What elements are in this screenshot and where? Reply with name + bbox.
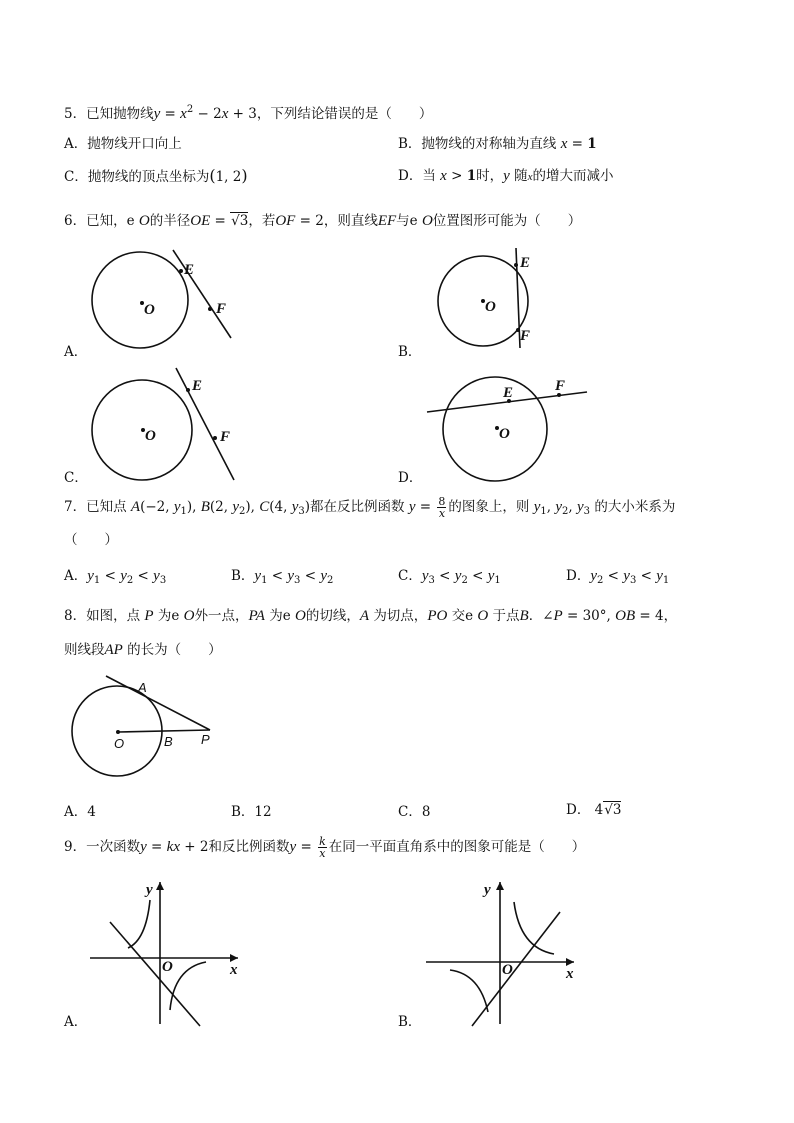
q6-figure-c	[88, 368, 248, 480]
label-o: O	[502, 962, 513, 978]
tangent-pa	[106, 676, 210, 730]
q7-option-d: D．$y_2 < y_3 < y_1$	[566, 568, 670, 586]
circle-o	[92, 252, 188, 348]
q7-paren: （ ）	[64, 532, 118, 548]
hyperbola-branch-2	[450, 970, 488, 1012]
label-o: O	[485, 299, 496, 315]
q8-stem-1: 8．如图，点 P 为e O外一点，PA 为e O的切线，A 为切点，PO 交e O 于点B．∠P = 30°, OB = 4，	[64, 608, 678, 624]
label-o: O	[499, 426, 510, 442]
label-e: E	[503, 385, 514, 401]
q9-figure-b	[424, 878, 584, 1028]
q8-figure	[70, 672, 230, 784]
q6-label-c: C．	[64, 470, 88, 486]
q6-figure-b	[428, 248, 548, 348]
label-e: E	[520, 255, 531, 271]
q8-option-d: D． 4√3	[566, 802, 622, 818]
q5-option-b: B．抛物线的对称轴为直线 x = 1	[398, 136, 597, 152]
q5-stem-b: ，下列结论错误的是（ ）	[256, 106, 433, 122]
label-o: O	[145, 428, 156, 444]
label-p: P	[201, 732, 210, 747]
label-f: F	[216, 301, 227, 317]
line-kx	[472, 912, 560, 1026]
hyperbola-branch-1	[128, 900, 150, 948]
q6-label-d: D．	[398, 470, 423, 486]
label-y: y	[146, 882, 153, 898]
q8-option-b: B．12	[231, 804, 272, 820]
label-b: B	[164, 734, 173, 749]
q5-stem-a: 5．已知抛物线	[64, 106, 154, 122]
segment-po	[118, 730, 210, 732]
hyperbola-branch-2	[170, 962, 206, 1010]
q7-option-a: A．$y_1 < y_2 < y_3$	[64, 568, 167, 586]
q5-option-d: D．当 x > 1时，y 随x的增大而减小	[398, 168, 614, 184]
label-f: F	[555, 378, 566, 394]
label-x: x	[230, 962, 238, 978]
label-e: E	[184, 262, 195, 278]
label-y: y	[484, 882, 491, 898]
label-e: E	[192, 378, 203, 394]
q7-option-c: C．$y_3 < y_2 < y_1$	[398, 568, 501, 586]
q9-figure-a	[88, 878, 248, 1028]
label-o: O	[144, 302, 155, 318]
q8-stem-2: 则线段AP 的长为（ ）	[64, 642, 222, 658]
circle-o	[443, 377, 547, 481]
q7-option-b: B．$y_1 < y_3 < y_2$	[231, 568, 334, 586]
label-f: F	[220, 429, 231, 445]
q6-stem: 6．已知，e O的半径OE = √3，若OF = 2，则直线EF与e O位置图形可能为（ ）	[64, 213, 582, 229]
q5-option-a: A．抛物线开口向上	[64, 136, 182, 152]
q9-label-a: A．	[64, 1014, 88, 1030]
label-a: A	[138, 680, 147, 695]
q9-stem: 9．一次函数y = kx + 2和反比例函数y = $\frac{k}{x}$ 在同一平面直角系中的图象可能是（ ）	[64, 835, 586, 860]
q6-label-b: B．	[398, 344, 422, 360]
q6-label-a: A．	[64, 344, 88, 360]
q5-stem: 5．已知抛物线$y = x^2 - 2x + 3$，下列结论错误的是（ ）	[64, 104, 433, 122]
line-kx	[110, 922, 200, 1026]
label-o: O	[162, 959, 173, 975]
q9-label-b: B．	[398, 1014, 422, 1030]
q8-option-c: C．8	[398, 804, 431, 820]
q7-stem: 7．已知点 A(−2, $y_1$), B(2, $y_2$), C(4, $y_3$)都在反比例函数 y = $\frac{8}{x}$ 的图象上，则 $y_1$, $y_2$, $y_3$ 的大小米系为	[64, 495, 676, 520]
label-o: O	[114, 736, 125, 751]
q6-figure-d	[425, 372, 590, 482]
label-f: F	[520, 328, 531, 344]
line-ef	[176, 368, 234, 480]
label-x: x	[566, 966, 574, 982]
q8-option-a: A．4	[64, 804, 96, 820]
q6-figure-a	[85, 250, 245, 350]
q5-option-c: C．抛物线的顶点坐标为(1, 2)	[64, 166, 248, 185]
